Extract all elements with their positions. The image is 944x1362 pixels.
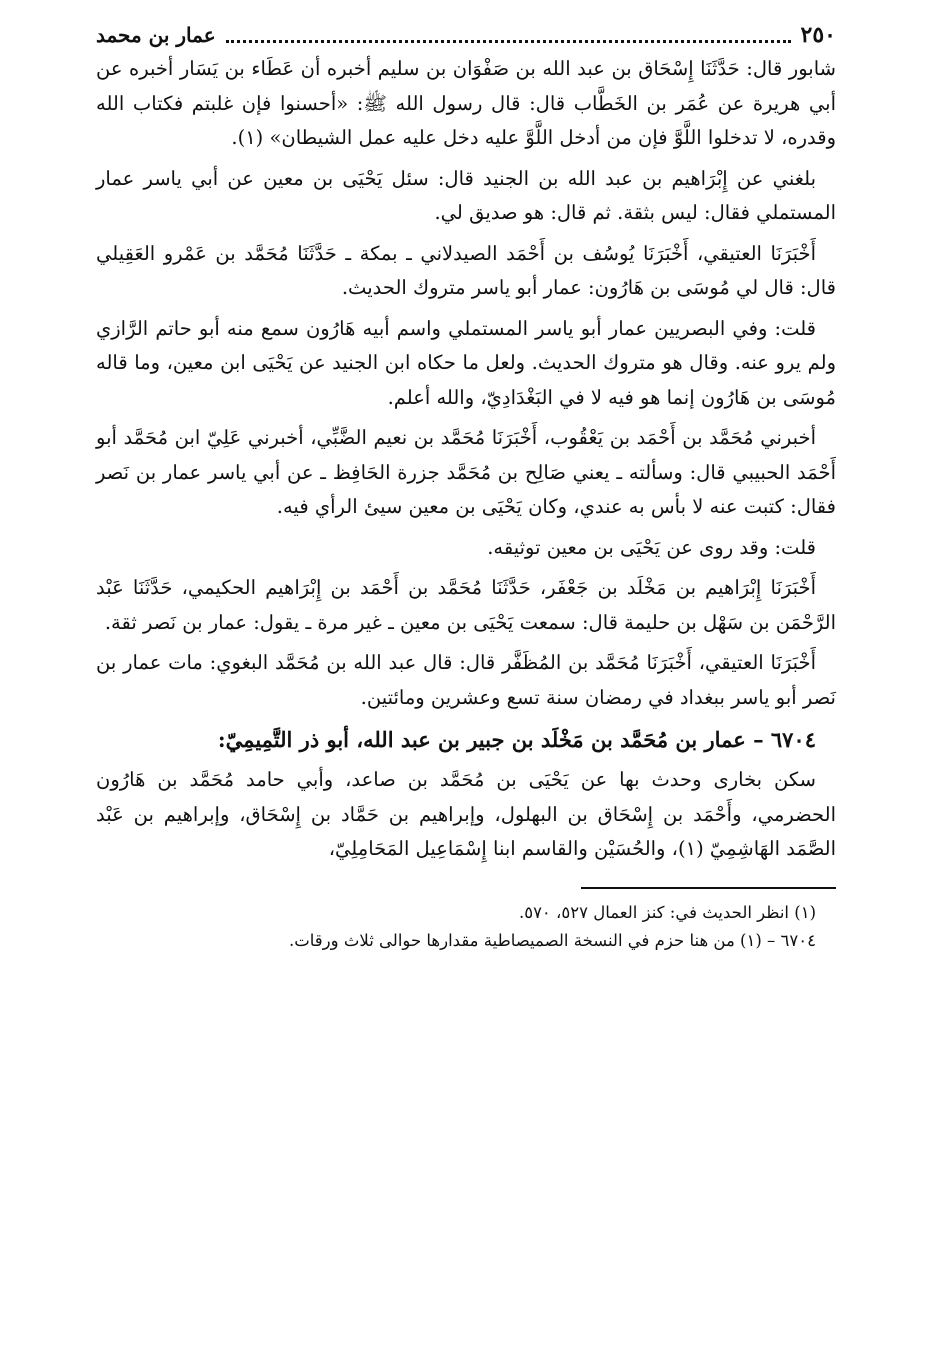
paragraph-entry-body: سكن بخارى وحدث بها عن يَحْيَى بن مُحَمَّد بن صاعد، وأبي حامد مُحَمَّد بن هَارُون الحضرمي، وأَحْمَد بن إِسْحَاق بن البهلول، وإبراهيم بن حَمَّاد بن إِسْحَاق، وإبراهيم بن عَبْد الصَّمَد الهَاشِمِيّ (١)، والحُسَيْن والقاسم ابنا إِسْمَاعِيل المَحَامِلِيّ، [96,768,836,860]
paragraph-hadith: شابور قال: حَدَّثَنَا إِسْحَاق بن عبد الله بن صَفْوَان بن سليم أخبره أن عَطَاء بن يَسَار أخبره عن أبي هريرة عن عُمَر بن الخَطَّاب قال: قال رسول الله ﷺ: «أحسنوا فإن غلبتم فكتاب الله وقدره، لا تدخلوا اللَّوَّ فإن من أدخل اللَّوَّ عليه دخل عليه عمل الشيطان» (١). [96,57,836,149]
paragraph-tawthiq: قلت: وقد روى عن يَحْيَى بن معين توثيقه. [487,535,816,559]
paragraph-basriyin: قلت: وفي البصريين عمار أبو ياسر المستملي واسم أبيه هَارُون سمع منه أبو حاتم الرَّازي ولم يرو عنه. وقال هو متروك الحديث. ولعل ما حكاه ابن الجنيد عن يَحْيَى ابن معين، وما قاله مُوسَى بن هَارُون إنما هو فيه لا في البَغْدَادِيّ، والله أعلم. [96,316,836,409]
footnote-2: ٦٧٠٤ – (١) من هنا حزم في النسخة الصميصاطية مقدارها حوالى ثلاث ورقات. [288,930,816,950]
paragraph-death-date: أَخْبَرَنَا العتيقي، أَخْبَرَنَا مُحَمَّد بن المُظَفَّر قال: قال عبد الله بن مُحَمَّد البغوي: مات عمار بن نَصر أبو ياسر ببغداد في رمضان سنة تسع وعشرين ومائتين. [96,651,836,709]
paragraph-habibi: أخبرني مُحَمَّد بن أَحْمَد بن يَعْقُوب، أَخْبَرَنَا مُحَمَّد بن نعيم الضَّبِّي، أخبرني عَلِيّ ابن مُحَمَّد أبو أَحْمَد الحبيبي قال: وسألته ـ يعني صَالِح بن مُحَمَّد جزرة الحَافِظ ـ عن أبي ياسر عمار بن نَصر فقال: كتبت عنه لا بأس به عندي، وكان يَحْيَى بن معين سيئ الرأي فيه. [96,426,836,518]
paragraph-atiqi: أَخْبَرَنَا العتيقي، أَخْبَرَنَا يُوسُف بن أَحْمَد الصيدلاني ـ بمكة ـ حَدَّثَنَا مُحَمَّد بن عَمْرو العَقِيلي قال: قال لي مُوسَى بن هَارُون: عمار أبو ياسر متروك الحديث. [96,241,836,299]
paragraph-hakimi: أَخْبَرَنَا إِبْرَاهيم بن مَخْلَد بن جَعْفَر، حَدَّثَنَا مُحَمَّد بن أَحْمَد بن إِبْرَاهيم الحكيمي، حَدَّثَنَا عَبْد الرَّحْمَن بن سَهْل بن حليمة قال: سمعت يَحْيَى بن معين ـ غير مرة ـ يقول: عمار بن نَصر ثقة. [96,576,836,634]
footnote-1: (١) انظر الحديث في: كنز العمال ٥٢٧، ٥٧٠. [518,902,816,922]
footnote-separator [581,887,836,889]
page-number: ٢٥٠ [800,22,836,48]
running-title: عمار بن محمد [96,23,216,47]
document-page [96,18,836,955]
paragraph-ibn-junayd: بلغني عن إِبْرَاهيم بن عبد الله بن الجنيد قال: سئل يَحْيَى بن معين عن أبي ياسر عمار المستملي فقال: ليس بثقة. ثم قال: هو صديق لي. [96,166,836,224]
page-header [96,18,836,52]
header-dotted-leader [226,28,791,43]
entry-heading: ٦٧٠٤ – عمار بن مُحَمَّد بن مَخْلَد بن جبير بن عبد الله، أبو ذر التَّمِيمِيّ: [217,727,816,752]
